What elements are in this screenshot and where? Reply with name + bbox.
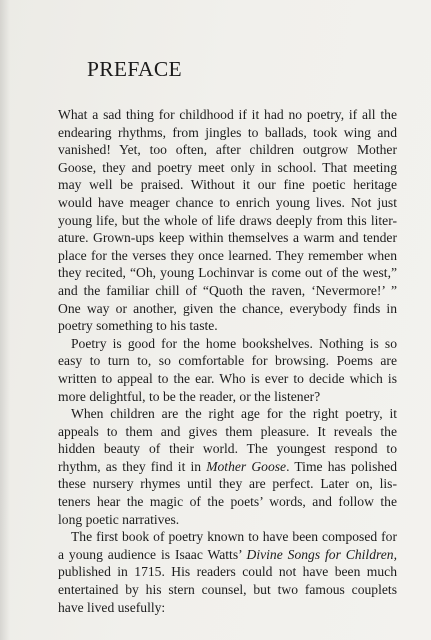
line-text: they recited, “Oh, young Lochinvar is come out of the west,” [58, 265, 397, 281]
line-text: place for the verses they once learned. They remember when [58, 247, 397, 263]
line-text: teners hear the magic of the poets’ words, and follow the [58, 494, 397, 510]
line-text: entertained by his stern counsel, but two famous couplets [58, 582, 397, 598]
text-line [58, 352, 397, 370]
line-text: When children are the right age for the right poetry, it [71, 406, 397, 422]
line-text: endearing rhythms, from jingles to ballads, took wing and [58, 124, 397, 140]
text-line [58, 106, 397, 124]
text-line [58, 212, 397, 230]
line-text: may well be praised. Without it our fine poetic heritage [58, 177, 397, 193]
text-line [58, 546, 397, 564]
line-text: What a sad thing for childhood if it had no poetry, if all the [58, 107, 397, 122]
line-text: The first book of poetry known to have been composed for [71, 529, 397, 545]
paragraph [58, 528, 397, 616]
text-line [58, 300, 397, 318]
text-line [58, 475, 397, 493]
text-line [58, 458, 397, 476]
paragraph [58, 335, 397, 405]
line-text: hidden beauty of their world. The youngest respond to [58, 441, 397, 457]
preface-body [58, 106, 397, 616]
line-text: and the familiar chill of “Quoth the raven, ‘Nevermore!’ ” [58, 282, 397, 298]
line-text: Goose, they and poetry meet only in school. That meeting [58, 159, 397, 175]
line-text: One way or another, given the chance, everybody finds in [58, 300, 397, 316]
text-line [58, 581, 397, 599]
text-line [58, 599, 397, 617]
text-line [58, 370, 397, 388]
text-line [58, 493, 397, 511]
text-line [58, 247, 397, 265]
line-text: long poetic narratives. [58, 511, 180, 527]
line-text: appeals to them and gives them pleasure. It reveals the [58, 423, 397, 439]
text-line [58, 194, 397, 212]
paragraph [58, 405, 397, 528]
page-title: PREFACE [87, 57, 182, 81]
line-text: young life, but the whole of life draws deeply from this liter- [58, 212, 397, 228]
text-line [58, 229, 397, 247]
text-line [58, 141, 397, 159]
line-text: would have meager chance to enrich young lives. Not just [58, 194, 397, 210]
line-text: ature. Grown-ups keep within themselves a warm and tender [58, 230, 397, 246]
line-text: written to appeal to the ear. Who is ever to decide which is [58, 370, 397, 386]
line-text: have lived usefully: [58, 599, 166, 615]
text-line [58, 388, 397, 406]
text-line [58, 440, 397, 458]
line-text: rhythm, as they find it in [58, 458, 207, 474]
text-line [58, 511, 397, 529]
line-text: these nursery rhymes until they are perfect. Later on, lis- [58, 476, 397, 492]
text-line [58, 176, 397, 194]
text-line [58, 282, 397, 300]
line-text: published in 1715. His readers could not have been much [58, 564, 397, 580]
line-text: more delightful, to be the reader, or the listener? [58, 388, 321, 404]
line-text: . Time has polished [286, 458, 398, 474]
italic-title-text: Mother Goose [206, 458, 287, 474]
line-text: easy to turn to, so comfortable for browsing. Poems are [58, 353, 397, 369]
line-text: vanished! Yet, too often, after children outgrow Mother [58, 142, 397, 158]
text-line [58, 423, 397, 441]
text-line [58, 405, 397, 423]
paragraph [58, 106, 397, 335]
line-text: poetry something to his taste. [58, 318, 218, 334]
line-text: Poetry is good for the home bookshelves. Nothing is so [71, 335, 397, 351]
text-line [58, 335, 397, 353]
text-line [58, 563, 397, 581]
italic-title-text: Divine Songs for Children, [246, 546, 397, 562]
text-line [58, 264, 397, 282]
text-line [58, 124, 397, 142]
text-line [58, 159, 397, 177]
line-text: a young audience is Isaac Watts’ [58, 546, 247, 562]
text-line [58, 317, 397, 335]
text-line [58, 528, 397, 546]
